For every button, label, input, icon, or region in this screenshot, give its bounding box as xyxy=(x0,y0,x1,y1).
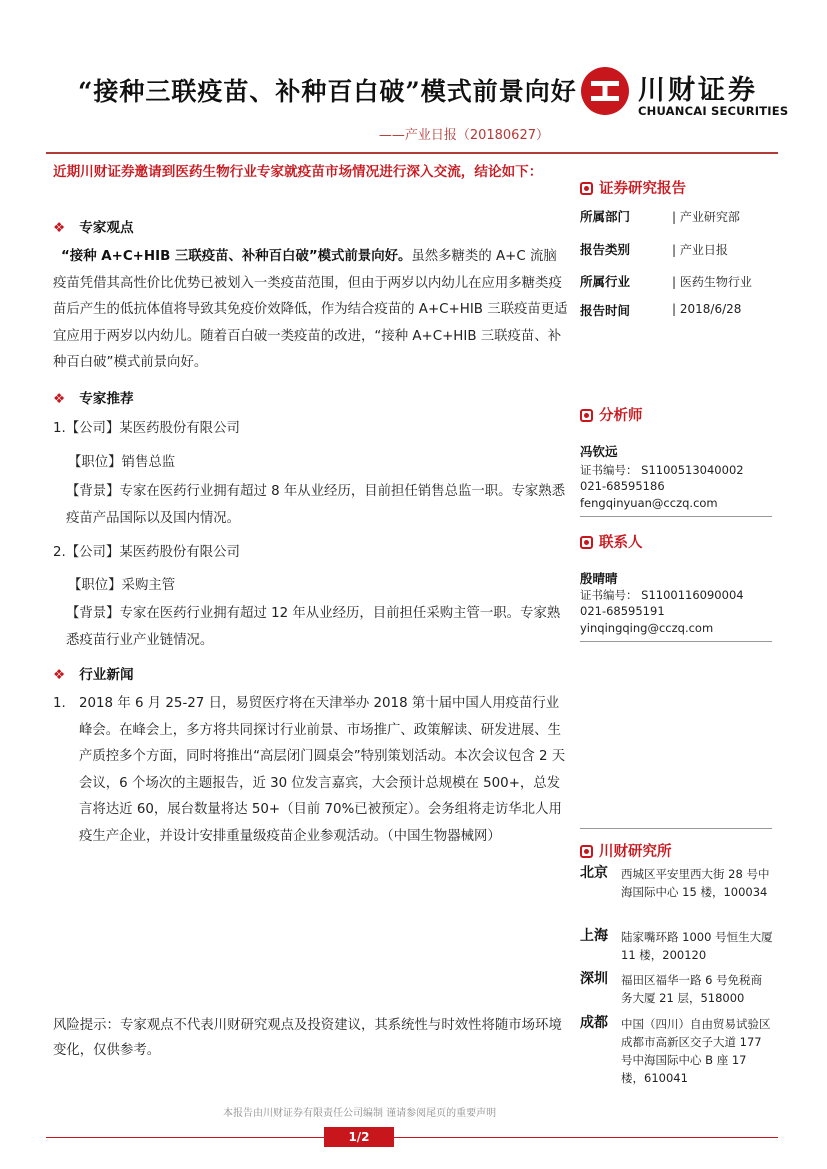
contact-cert: 证书编号： S1100116090004 xyxy=(580,588,744,602)
views-body: 虽然多糖类的 A+C 流脑疫苗凭借其高性价比优势已被划入一类疫苗范围，但由于两岁以内幼儿在应用多糖类疫苗后产生的低抗体值将导致其免疫价效降低，作为结合疫苗的 A+C+HIB 三联疫苗更适宜应用于两岁以内幼儿。随着百白破一类疫苗的改进，“接种 A+C+HIB 三联疫苗、补种百白破”模式前景向好。 xyxy=(53,249,568,370)
sidebar-institute-heading: 川财研究所 xyxy=(580,840,672,861)
office-address: 中国（四川）自由贸易试验区成都市高新区交子大道 177 号中海国际中心 B 座 17 楼，610041 xyxy=(621,1017,771,1085)
expert-1-position: 【职位】销售总监 xyxy=(68,455,176,470)
news-number: 1. xyxy=(53,696,66,711)
section-heading-news: ❖ 行业新闻 xyxy=(53,667,134,683)
diamond-bullet-icon: ❖ xyxy=(53,391,66,407)
header-divider xyxy=(46,152,778,154)
views-lead: “接种 A+C+HIB 三联疫苗、补种百白破”模式前景向好。 xyxy=(61,249,412,264)
sidebar-divider xyxy=(580,641,772,642)
office-city: 深圳 xyxy=(580,971,608,987)
office-city: 成都 xyxy=(580,1015,608,1031)
diamond-bullet-icon: ❖ xyxy=(53,667,66,683)
meta-label: 所属部门 xyxy=(580,209,631,224)
meta-label: 所属行业 xyxy=(580,274,631,289)
logo-icon xyxy=(581,67,629,115)
expert-2-company: 2.【公司】某医药股份有限公司 xyxy=(53,545,240,560)
section-heading-experts: ❖ 专家推荐 xyxy=(53,391,134,407)
office-city: 上海 xyxy=(580,928,608,944)
contact-name: 殷晴晴 xyxy=(580,571,618,586)
analyst-cert: 证书编号： S1100513040002 xyxy=(580,463,744,477)
expert-2-position: 【职位】采购主管 xyxy=(68,578,176,593)
contact-email[interactable]: yinqingqing@cczq.com xyxy=(580,621,714,635)
office-city: 北京 xyxy=(580,865,608,881)
office-address: 西城区平安里西大街 28 号中海国际中心 15 楼，100034 xyxy=(621,867,770,899)
report-subtitle: ——产业日报（20180627） xyxy=(378,128,549,143)
meta-value: | 产业日报 xyxy=(672,243,728,257)
meta-value: | 产业研究部 xyxy=(672,210,740,224)
contact-phone: 021-68595191 xyxy=(580,604,665,618)
analyst-name: 冯钦远 xyxy=(580,444,618,459)
risk-note: 风险提示：专家观点不代表川财研究观点及投资建议，其系统性与时效性将随市场环境变化，仅供参考。 xyxy=(53,1018,562,1058)
news-body: 2018 年 6 月 25-27 日，易贸医疗将在天津举办 2018 第十届中国人用疫苗行业峰会。在峰会上，多方将共同探讨行业前景、市场推广、政策解读、研发进展、生产质控多个方面，同时将推出“高层闭门圆桌会”特别策划活动。本次会议包含 2 天会议，6 个场次的主题报告，近 30 位发言嘉宾，大会预计总规模在 500+，总发言将达近 60，展台数量将达 50+（目前 70%已被预定）。会务组将走访华北人用疫生产企业，并设计安排重量级疫苗企业参观活动。（中国生物器械网） xyxy=(79,696,566,844)
sidebar-report-heading: 证券研究报告 xyxy=(580,177,686,198)
intro-text: 近期川财证券邀请到医药生物行业专家就疫苗市场情况进行深入交流，结论如下： xyxy=(53,164,543,180)
page-number: 1/2 xyxy=(324,1127,394,1147)
logo-brand-en: CHUANCAI SECURITIES xyxy=(638,104,789,118)
logo-brand-cn: 川财证券 xyxy=(638,75,758,106)
person-badge-icon xyxy=(580,409,593,422)
report-title: “接种三联疫苗、补种百白破”模式前景向好 xyxy=(78,77,577,106)
expert-2-background: 【背景】专家在医药行业拥有超过 12 年从业经历，目前担任采购主管一职。专家熟悉疫苗行业产业链情况。 xyxy=(66,606,561,648)
analyst-email[interactable]: fengqinyuan@cczq.com xyxy=(580,496,718,510)
footer-divider xyxy=(46,1137,778,1138)
views-paragraph xyxy=(53,244,568,377)
meta-value: | 2018/6/28 xyxy=(672,302,742,316)
footer-notice: 本报告由川财证券有限责任公司编制 谨请参阅尾页的重要声明 xyxy=(223,1108,497,1119)
diamond-bullet-icon: ❖ xyxy=(53,220,66,236)
expert-1-background: 【背景】专家在医药行业拥有超过 8 年从业经历，目前担任销售总监一职。专家熟悉疫苗产品国际以及国内情况。 xyxy=(66,484,566,526)
sidebar-divider xyxy=(580,516,772,517)
expert-1-company: 1.【公司】某医药股份有限公司 xyxy=(53,421,240,436)
sidebar-divider xyxy=(580,828,772,829)
building-badge-icon xyxy=(580,845,593,858)
section-heading-views: ❖ 专家观点 xyxy=(53,220,134,236)
office-address: 陆家嘴环路 1000 号恒生大厦 11 楼，200120 xyxy=(621,930,773,962)
meta-value: | 医药生物行业 xyxy=(672,275,752,289)
analyst-phone: 021-68595186 xyxy=(580,479,665,493)
meta-label: 报告类别 xyxy=(580,242,631,257)
sidebar-analyst-heading: 分析师 xyxy=(580,404,643,425)
report-badge-icon xyxy=(580,182,593,195)
office-address: 福田区福华一路 6 号免税商务大厦 21 层，518000 xyxy=(621,973,763,1005)
person-badge-icon xyxy=(580,536,593,549)
meta-label: 报告时间 xyxy=(580,303,631,318)
sidebar-contact-heading: 联系人 xyxy=(580,531,643,552)
